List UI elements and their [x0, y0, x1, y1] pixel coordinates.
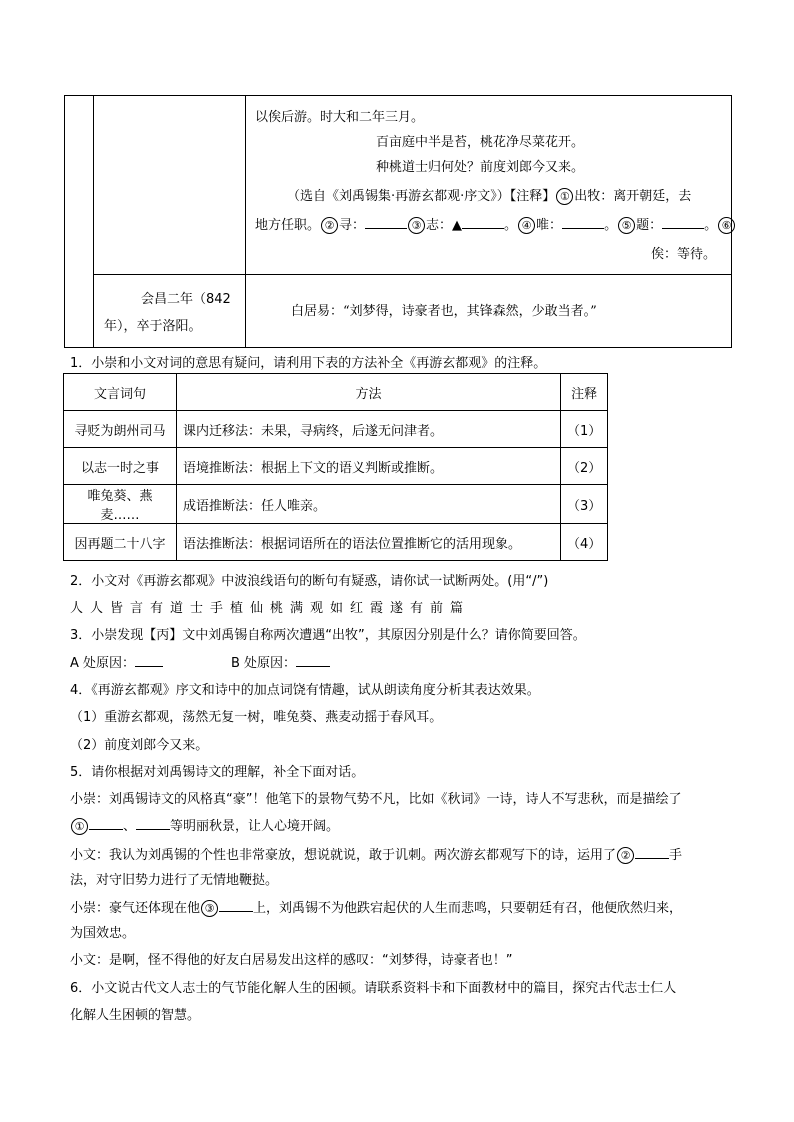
answer-blank[interactable] [136, 817, 170, 830]
table-cell: （4） [561, 524, 608, 561]
death-note: 年），卒于洛阳。 [104, 319, 202, 334]
circled-number: ④ [518, 217, 535, 234]
dialogue-line: 法，对守旧势力进行了无情地鞭挞。 [70, 873, 279, 888]
q4-item-2: （2）前度刘郎今又来。 [70, 738, 209, 753]
table-cell: 语境推断法：根据上下文的语义判断或推断。 [177, 448, 561, 485]
dialogue-line: 小文：是啊，怪不得他的好友白居易发出这样的感叹：“刘梦得，诗豪者也！” [70, 953, 513, 968]
annotation-line: 俟：等待。 [651, 247, 717, 262]
table-row [64, 411, 608, 448]
circled-number: ③ [408, 217, 425, 234]
table-cell: （3） [561, 485, 608, 524]
question-1: 1．小崇和小文对词的意思有疑问，请利用下表的方法补全《再游玄都观》的注释。 [70, 356, 547, 371]
source-note: （选自《刘禹锡集·再游玄都观·序文》）【注释】 ① 出牧：离开朝廷，去 [287, 189, 692, 204]
q3-answer-a: A 处原因： [70, 652, 163, 671]
table-cell: 唯兔葵、燕麦…… [64, 485, 177, 524]
table-cell: 语法推断法：根据词语所在的语法位置推断它的活用现象。 [177, 524, 561, 561]
dialogue-line: 为国效忠。 [70, 926, 136, 941]
table-header: 文言词句 [64, 374, 177, 411]
question-6: 6．小文说古代文人志士的气节能化解人生的困顿。请联系资料卡和下面教材中的篇目，探究古代志士仁人 [70, 981, 677, 996]
punctuation-sentence: 人人皆言有道士手植仙桃满观如红霞遂有前篇 [70, 601, 471, 616]
answer-blank[interactable] [365, 216, 407, 229]
table-cell: （1） [561, 411, 608, 448]
dialogue-line: ① 、 等明丽秋景，让人心境开阔。 [70, 815, 339, 835]
annotation-line: 地方任职。 ② 寻： ③ 志：▲ 。 ④ 唯： 。 ⑤ 题： 。 ⑥ [255, 214, 736, 234]
death-note: 会昌二年（842 [141, 292, 231, 307]
table-cell: 成语推断法：任人唯亲。 [177, 485, 561, 524]
answer-blank[interactable] [219, 899, 253, 912]
method-table [63, 373, 608, 561]
circled-number: ② [617, 847, 634, 864]
bai-juyi-quote: 白居易：“刘梦得，诗豪者也，其锋森然，少敢当者。” [291, 304, 597, 319]
dialogue-line: 小崇：豪气还体现在他 ③ 上，刘禹锡不为他跌宕起伏的人生而悲鸣，只要朝廷有召，他便欣然归来， [70, 901, 683, 916]
dialogue-line: 小文：我认为刘禹锡的个性也非常豪放，想说就说，敢于讥刺。两次游玄都观写下的诗，运用了 ② 手 [70, 848, 683, 863]
circled-number: ① [71, 818, 88, 835]
answer-blank[interactable] [89, 817, 123, 830]
circled-number: ⑥ [718, 217, 735, 234]
answer-blank[interactable] [562, 216, 604, 229]
table-header: 方法 [177, 374, 561, 411]
table-cell: （2） [561, 448, 608, 485]
answer-blank[interactable] [135, 654, 163, 667]
circled-number: ③ [201, 900, 218, 917]
question-3: 3．小崇发现【丙】文中刘禹锡自称两次遭遇“出牧”，其原因分别是什么？请你简要回答。 [70, 628, 586, 643]
question-6-cont: 化解人生困顿的智慧。 [70, 1008, 201, 1023]
answer-blank[interactable] [462, 216, 504, 229]
table-row [64, 524, 608, 561]
answer-blank[interactable] [296, 654, 330, 667]
question-2: 2．小文对《再游玄都观》中波浪线语句的断句有疑惑，请你试一试断两处。(用“/”) [70, 574, 549, 589]
table-cell: 以志一时之事 [64, 448, 177, 485]
poem-line: 种桃道士归何处？前度刘郎今又来。 [376, 160, 585, 175]
table-divider [245, 95, 246, 348]
poem-line: 百亩庭中半是苔，桃花净尽菜花开。 [376, 135, 585, 150]
preface-line: 以俟后游。时大和二年三月。 [255, 110, 425, 125]
dialogue-line: 小崇：刘禹锡诗文的风格真“豪”！他笔下的景物气势不凡，比如《秋词》一诗，诗人不写悲秋，而是描绘了 [70, 792, 682, 807]
table-divider [93, 95, 94, 348]
table-header-row [64, 374, 608, 411]
table-row [64, 448, 608, 485]
answer-blank[interactable] [635, 846, 669, 859]
table-cell: 课内迁移法：未果，寻病终，后遂无问津者。 [177, 411, 561, 448]
circled-number: ② [321, 217, 338, 234]
q3-answer-b: B 处原因： [231, 652, 330, 671]
table-cell: 因再题二十八字 [64, 524, 177, 561]
table-row [64, 485, 608, 524]
q4-item-1: （1）重游玄都观，荡然无复一树，唯兔葵、燕麦动摇于春风耳。 [70, 710, 443, 725]
answer-blank[interactable] [662, 216, 704, 229]
table-divider [93, 274, 731, 275]
circled-number: ① [556, 188, 573, 205]
circled-number: ⑤ [618, 217, 635, 234]
table-header: 注释 [561, 374, 608, 411]
question-5: 5．请你根据对刘禹锡诗文的理解，补全下面对话。 [70, 765, 365, 780]
table-cell: 寻贬为朗州司马 [64, 411, 177, 448]
question-4: 4．《再游玄都观》序文和诗中的加点词饶有情趣，试从朗读角度分析其表达效果。 [70, 683, 540, 698]
